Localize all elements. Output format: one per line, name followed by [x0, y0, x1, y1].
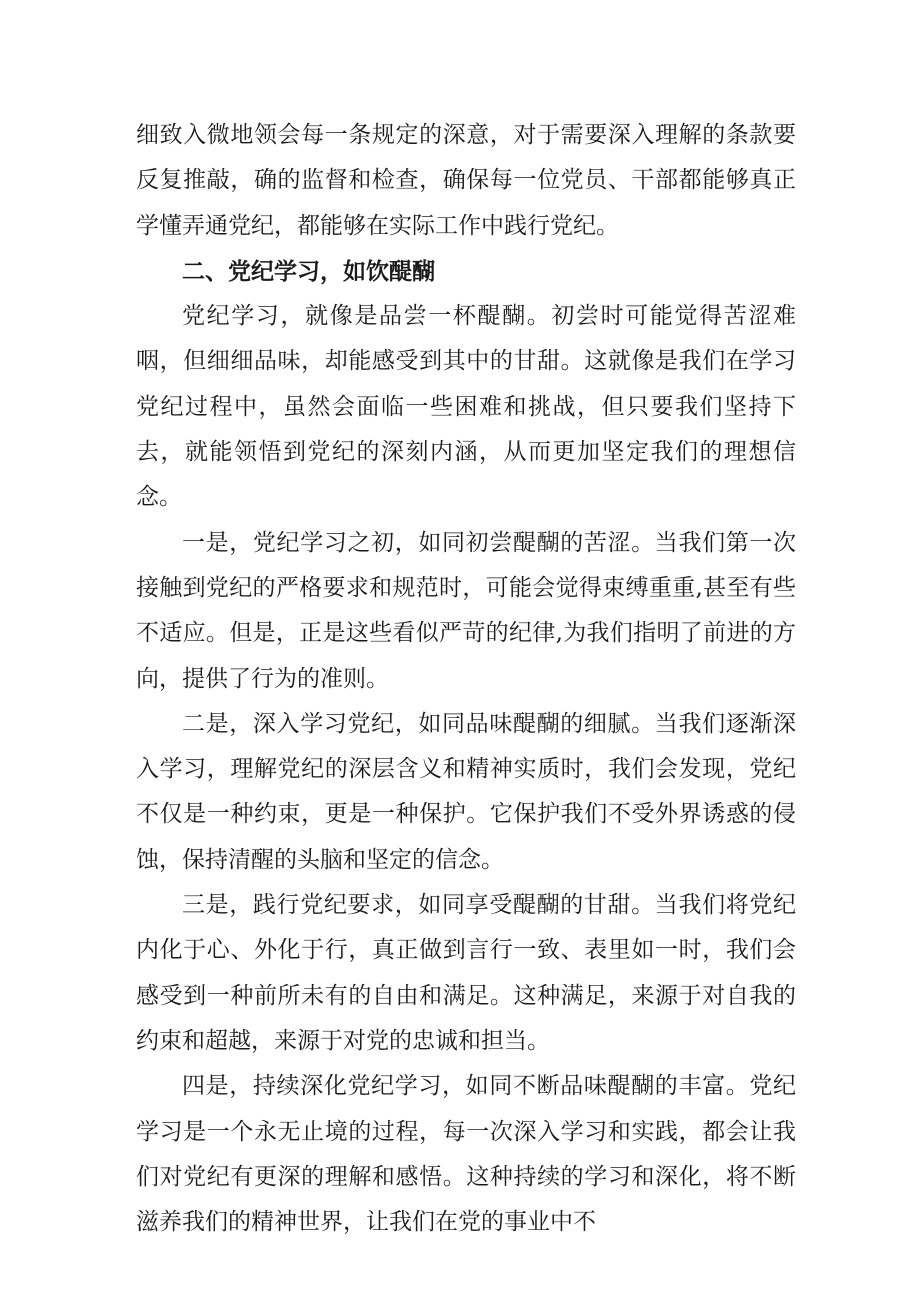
- paragraph-intro: 党纪学习，就像是品尝一杯醍醐。初尝时可能觉得苦涩难咽，但细细品味，却能感受到其中的甘甜。这就像是我们在学习党纪过程中，虽然会面临一些困难和挑战，但只要我们坚持下去，就能领悟到党纪的深刻内涵，从而更加坚定我们的理想信念。: [136, 303, 796, 511]
- paragraph-point-three: 三是，践行党纪要求，如同享受醍醐的甘甜。当我们将党纪内化于心、外化于行，真正做到言行一致、表里如一时，我们会感受到一种前所未有的自由和满足。这种满足，来源于对自我的约束和超越，来源于对党的忠诚和担当。: [136, 892, 796, 1054]
- paragraph-continuation: 细致入微地领会每一条规定的深意，对于需要深入理解的条款要反复推敲，确的监督和检查，确保每一位党员、干部都能够真正学懂弄通党纪，都能够在实际工作中践行党纪。: [136, 122, 796, 239]
- document-body: [136, 113, 796, 1245]
- paragraph-point-one: 一是，党纪学习之初，如同初尝醍醐的苦涩。当我们第一次接触到党纪的严格要求和规范时，可能会觉得束缚重重,甚至有些不适应。但是，正是这些看似严苛的纪律,为我们指明了前进的方向，提供了行为的准则。: [136, 529, 796, 692]
- section-heading: 二、党纪学习，如饮醍醐: [182, 257, 435, 285]
- paragraph-point-four: 四是，持续深化党纪学习，如同不断品味醍醐的丰富。党纪学习是一个永无止境的过程，每一次深入学习和实践，都会让我们对党纪有更深的理解和感悟。这种持续的学习和深化，将不断滋养我们的精神世界，让我们在党的事业中不: [136, 1073, 796, 1236]
- paragraph-point-two: 二是，深入学习党纪，如同品味醍醐的细腻。当我们逐渐深入学习，理解党纪的深层含义和精神实质时，我们会发现，党纪不仅是一种约束，更是一种保护。它保护我们不受外界诱惑的侵蚀，保持清醒的头脑和坚定的信念。: [136, 710, 796, 873]
